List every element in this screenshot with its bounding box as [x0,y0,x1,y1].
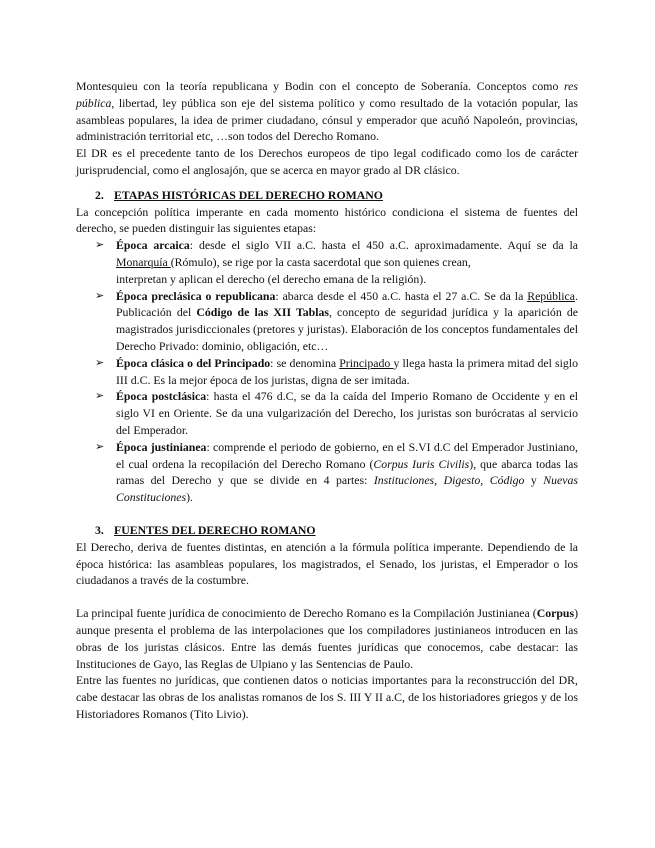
arrow-bullet-icon: ➢ [95,389,105,403]
section-title: ETAPAS HISTÓRICAS DEL DERECHO ROMANO [114,187,383,202]
intro-paragraph [76,78,578,145]
text-run: ). [186,490,194,505]
stage-title: Época preclásica o republicana [116,288,276,303]
text-run: La principal fuente jurídica de conocimiento de Derecho Romano es la Compilación Justinianea ( [76,606,537,621]
list-item-epoca-justinianea [76,439,578,506]
text-run: , libertad, ley pública son eje del sistema político y como resultado de la votación popular, las asambleas populares, la idea de primer ciudadano, cónsul y emperador que acuñó Napoleón, provincias, administración territorial etc, …son todos del Derecho Romano. [76,95,578,144]
italic-term: Digesto [443,473,481,488]
section-2-heading [76,187,578,204]
text-run: ) aunque presenta el problema de las interpolaciones que los compiladores justinianeos introducen en las obras de los juristas clásicos. Entre las demás fuentes jurídicas que conocemos, cabe destacar: las Instituciones de Gayo, las Reglas de Ulpiano y las Sentencias de Paulo. [76,606,578,671]
section-number: 3. [95,522,104,537]
list-item-epoca-arcaica [76,237,578,287]
list-item-epoca-preclasica [76,288,578,355]
text-run: y llega hasta la primera mitad del siglo III d.C. Es la mejor época de los juristas, digna de ser imitada. [116,355,578,387]
bold-term: Código de las XII Tablas [196,305,329,320]
italic-term: Instituciones [373,473,435,488]
arrow-bullet-icon: ➢ [95,288,105,302]
list-item-epoca-postclasica [76,388,578,438]
italic-term: Código [489,473,525,488]
fuentes-paragraph: El Derecho, deriva de fuentes distintas, en atención a la fórmula política imperante. Dependiendo de la época histórica: las asambleas populares, los magistrados, el Senado, los juristas, el Emperador o los ciudadanos a través de la costumbre. [76,539,578,588]
spacer [76,506,578,522]
section-3-heading [76,522,578,539]
compilacion-paragraph [76,605,578,672]
text-run: ), que abarca todas las ramas del Derecho y que se divide en 4 partes: [116,456,578,488]
section-title: FUENTES DEL DERECHO ROMANO [114,522,316,537]
underlined-term: Principado [339,355,394,370]
document-page [76,78,578,723]
underlined-term: Monarquía [116,254,171,269]
italic-term: res pública [76,79,578,110]
text-run: y [524,473,544,488]
list-item-epoca-clasica [76,355,578,389]
text-run: (Rómulo), se rige por la casta sacerdotal que son quienes crean, [170,254,471,269]
text-run: : comprende el periodo de gobierno, en el S.VI d.C del Emperador Justiniano, el cual ordena la recopilación del Derecho Romano ( [116,439,578,471]
bold-term: Corpus [536,606,575,621]
text-run: interpretan y aplican el derecho (el derecho emana de la religión). [116,271,427,286]
text-run: : se denomina [270,355,340,370]
fuentes-no-juridicas-paragraph: Entre las fuentes no jurídicas, que contienen datos o noticias importantes para la reconstrucción del DR, cabe destacar las obras de los analistas romanos de los S. III Y II a.C, de los historiadores griegos y de los Historiadores Romanos (Tito Livio). [76,673,578,721]
text-run: : desde el siglo VII a.C. hasta el 450 a.C. aproximadamente. Aquí se da la [189,238,578,253]
underlined-term: República [527,288,576,303]
text-run: , [480,473,490,488]
italic-term: Corpus Iuris Civilis [373,456,470,471]
spacer [76,179,578,187]
stage-title: Época justinianea [116,439,207,454]
stages-list [76,237,578,506]
stage-title: Época postclásica [116,389,207,404]
dr-precedent-paragraph: El DR es el precedente tanto de los Derechos europeos de tipo legal codificado como los de carácter jurisprudencial, como el anglosajón, que se acerca en mayor grado al DR clásico. [76,146,578,177]
stage-title: Época clásica o del Principado [116,355,271,370]
text-run: : abarca desde el 450 a.C. hasta el 27 a.C. Se da la [275,288,528,303]
section-2-intro: La concepción política imperante en cada momento histórico condiciona el sistema de fuentes del derecho, se pueden distinguir las siguientes etapas: [76,204,578,236]
stage-title: Época arcaica [116,238,190,253]
spacer [76,589,578,605]
section-number: 2. [95,187,104,202]
arrow-bullet-icon: ➢ [95,238,105,252]
text-run: Montesquieu con la teoría republicana y Bodin con el concepto de Soberanía. Conceptos como [76,79,565,93]
italic-term: Nuevas Constituciones [116,473,579,505]
text-run: , concepto de seguridad jurídica y la aparición de magistrados jurisdiccionales (pretores y juristas). Elaboración de los conceptos fundamentales del Derecho Privado: dominio, obligación, etc… [116,305,578,353]
text-run: : hasta el 476 d.C, se da la caída del Imperio Romano de Occidente y en el siglo VI en Oriente. Se da una vulgarización del Derecho, los juristas son burócratas al servicio del Emperador. [116,389,578,437]
arrow-bullet-icon: ➢ [95,439,105,453]
text-run: . Publicación del [116,288,578,320]
text-run: , [434,473,444,488]
arrow-bullet-icon: ➢ [95,355,105,369]
